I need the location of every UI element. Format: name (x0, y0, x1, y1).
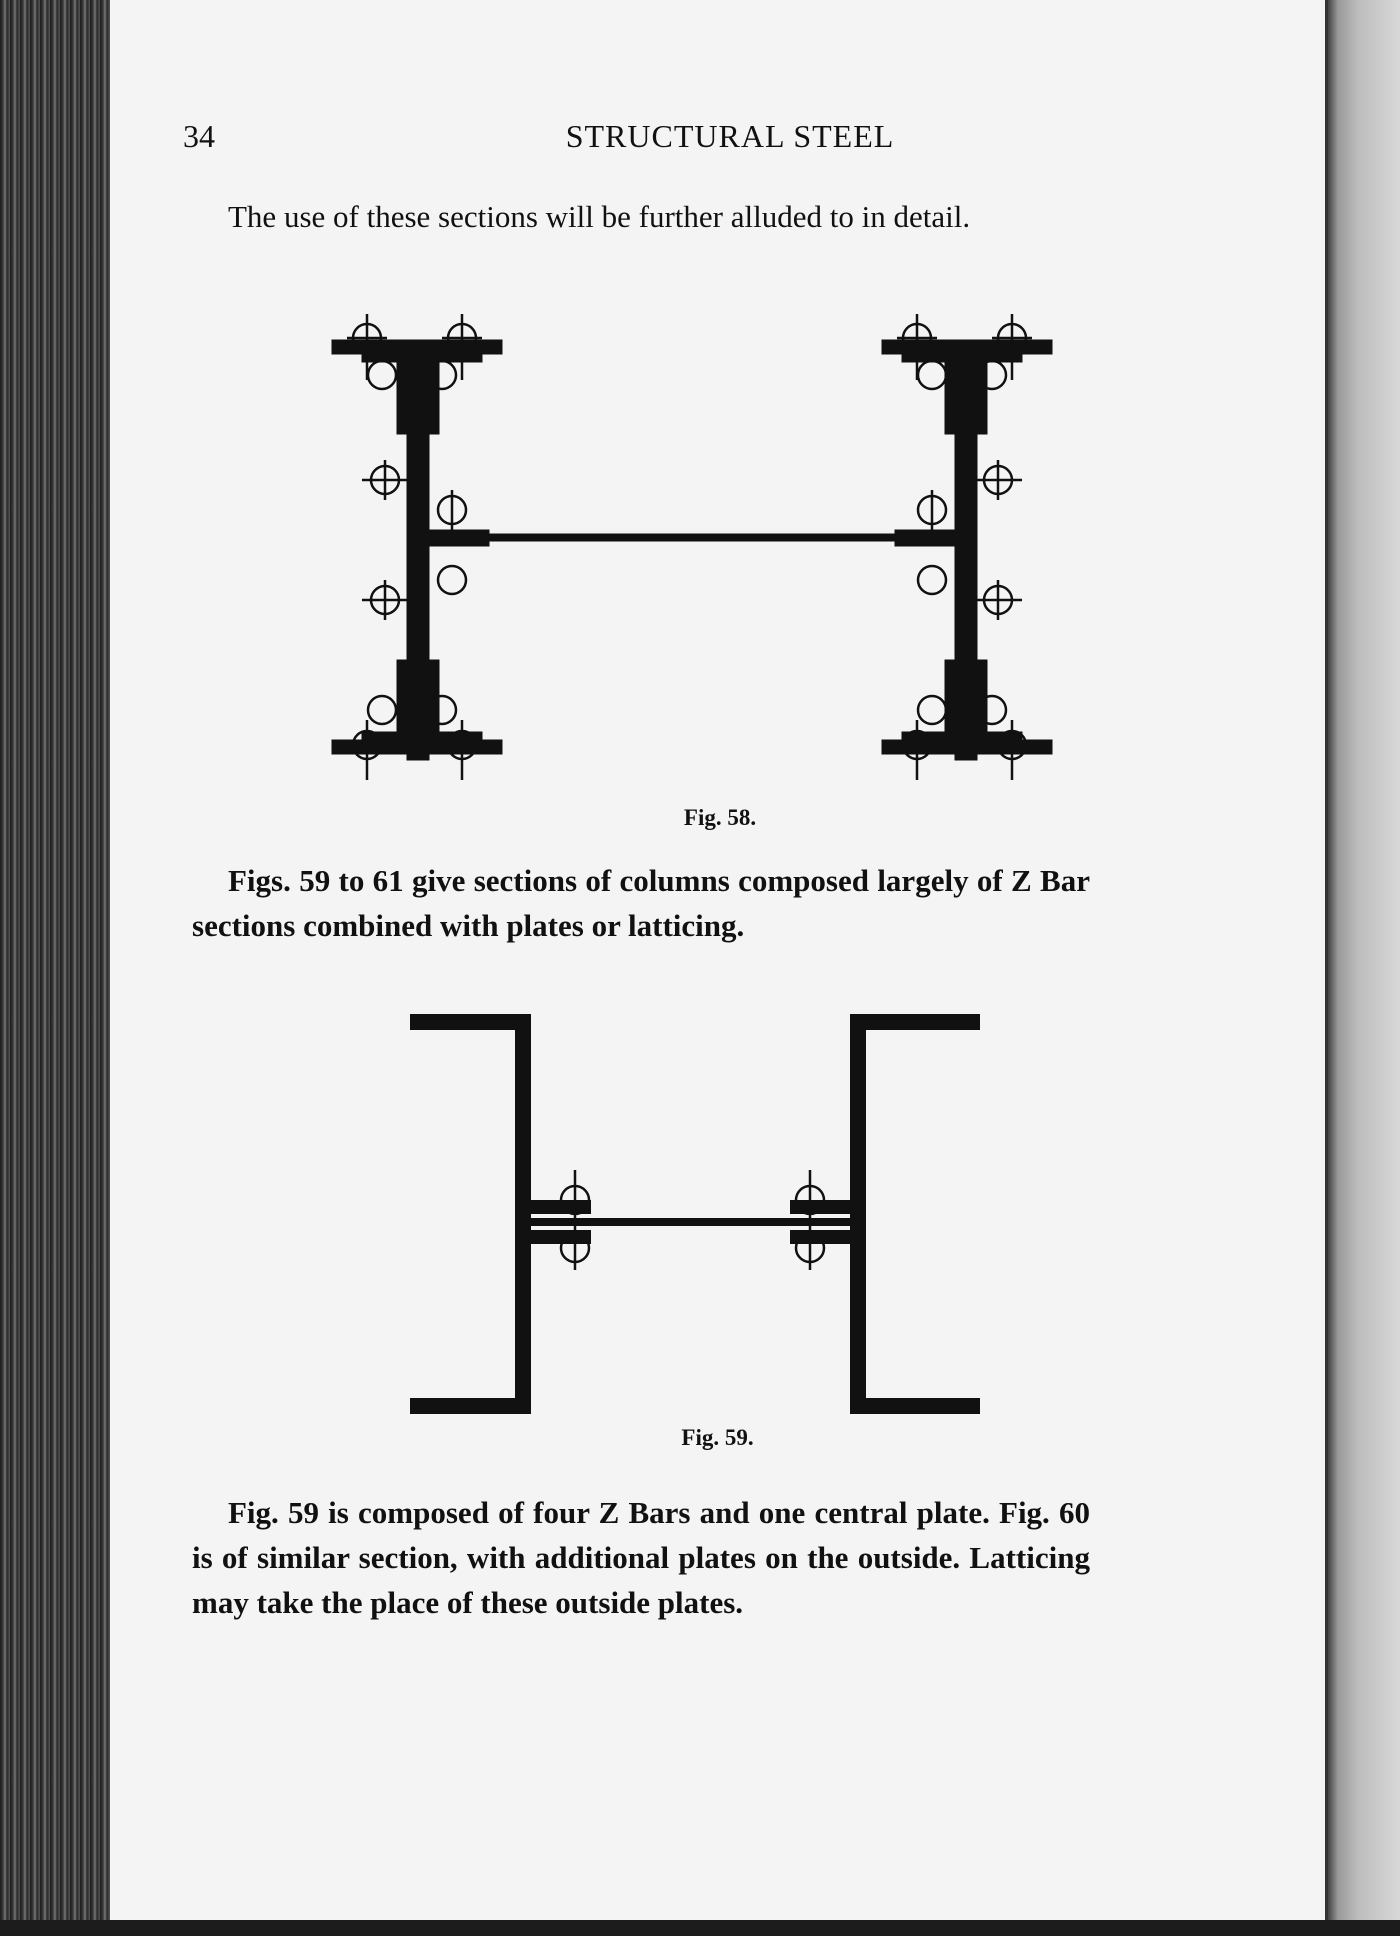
paragraph-figs-59-61: Figs. 59 to 61 give sections of columns composed largely of Z Bar sections combined with plates or latticing. (192, 863, 1090, 943)
page-header (0, 118, 1400, 158)
figure-59-drawing (390, 1000, 1000, 1430)
book-spine-edge (0, 0, 110, 1936)
book-page (110, 0, 1328, 1920)
figure-58-drawing (292, 300, 1092, 800)
page-number: 34 (183, 118, 215, 154)
figure-58-caption: Fig. 58. (683, 805, 757, 830)
facing-page-edge (1328, 0, 1400, 1936)
figure-59-caption: Fig. 59. (681, 1425, 754, 1450)
running-head: STRUCTURAL STEEL (565, 118, 895, 154)
paragraph-intro: The use of these sections will be further alluded to in detail. (228, 199, 971, 234)
paragraph-fig-59-description: Fig. 59 is composed of four Z Bars and one central plate. Fig. 60 is of similar section, with additional plates on the outside. Latticing may take the place of these outside plates. (192, 1495, 1090, 1620)
bottom-edge (0, 1920, 1400, 1936)
